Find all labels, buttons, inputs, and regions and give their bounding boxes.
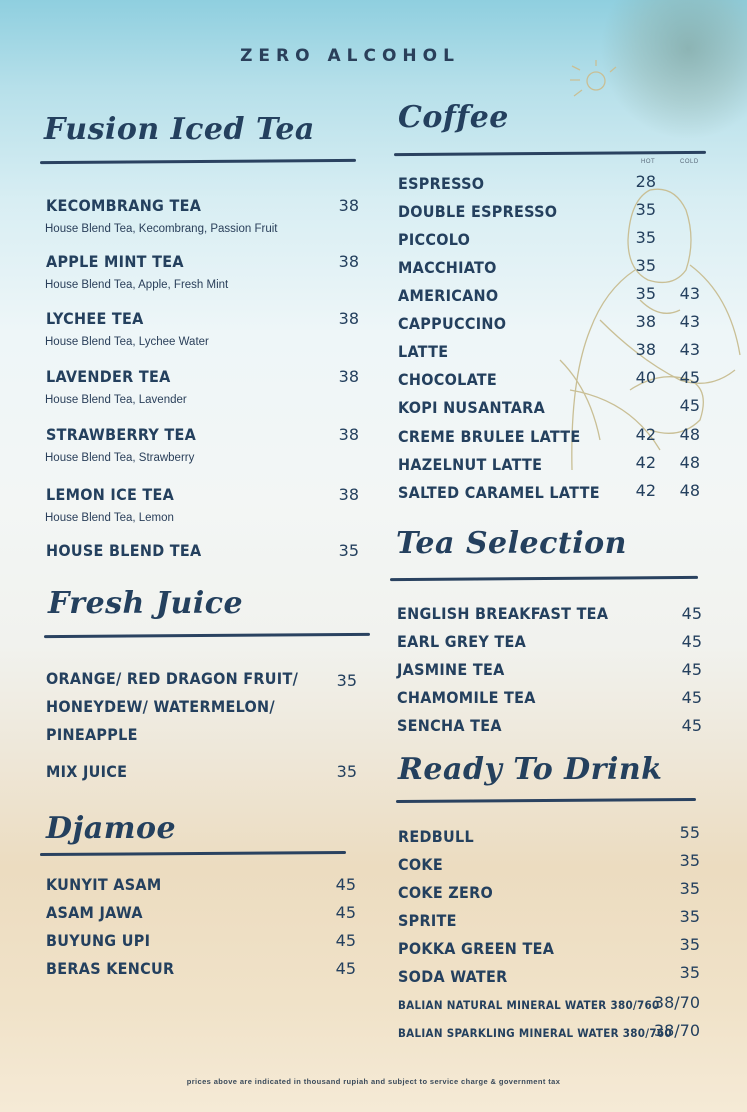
rtd-item-name: REDBULL	[398, 827, 474, 846]
djamoe-item-price: 45	[335, 959, 356, 978]
tea-item-price: 45	[681, 716, 702, 735]
fusion-item-price: 38	[338, 425, 359, 444]
coffee-hot-price: 42	[635, 481, 656, 500]
juice-item-line: MIX JUICE	[46, 762, 128, 781]
fusion-item-price: 38	[338, 252, 359, 271]
juice-item-line: PINEAPPLE	[46, 725, 138, 744]
coffee-item-name: LATTE	[398, 342, 449, 361]
coffee-item-name: DOUBLE ESPRESSO	[398, 202, 558, 221]
coffee-cold-price: 45	[679, 396, 700, 415]
coffee-title: Coffee	[398, 100, 509, 135]
coffee-item-name: AMERICANO	[398, 286, 499, 305]
coffee-item-name: CHOCOLATE	[398, 370, 498, 389]
tea-item-price: 45	[681, 688, 702, 707]
fusion-item-desc: House Blend Tea, Apple, Fresh Mint	[45, 279, 229, 291]
tea-item-name: EARL GREY TEA	[397, 632, 527, 651]
coffee-item-name: CREME BRULEE LATTE	[398, 427, 581, 446]
djamoe-rule	[40, 851, 346, 856]
coffee-item-name: KOPI NUSANTARA	[398, 398, 546, 417]
coffee-hot-price: 35	[635, 256, 656, 275]
fresh-juice-title: Fresh Juice	[48, 586, 244, 621]
rtd-item-price: 35	[679, 963, 700, 982]
tea-selection-title: Tea Selection	[396, 526, 627, 561]
fusion-item-name: APPLE MINT TEA	[46, 252, 184, 271]
ready-to-drink-rule	[396, 798, 696, 803]
fusion-item-name: HOUSE BLEND TEA	[46, 541, 202, 560]
fusion-item-desc: House Blend Tea, Lychee Water	[45, 336, 209, 348]
fusion-item-name: STRAWBERRY TEA	[46, 425, 197, 444]
fusion-item-price: 35	[338, 541, 359, 560]
tea-item-price: 45	[681, 660, 702, 679]
rtd-item-price: 35	[679, 907, 700, 926]
coffee-cold-price: 43	[679, 284, 700, 303]
fusion-item-desc: House Blend Tea, Kecombrang, Passion Fruit	[45, 223, 278, 235]
tea-item-price: 45	[681, 604, 702, 623]
coffee-cold-price: 48	[679, 481, 700, 500]
coffee-hot-price: 42	[635, 425, 656, 444]
juice-item-price: 35	[336, 762, 357, 781]
coffee-hot-price: 35	[635, 200, 656, 219]
rtd-item-price: 35	[679, 851, 700, 870]
coffee-item-name: MACCHIATO	[398, 258, 497, 277]
tea-item-name: CHAMOMILE TEA	[397, 688, 536, 707]
fusion-item-name: LEMON ICE TEA	[46, 485, 175, 504]
coffee-item-name: HAZELNUT LATTE	[398, 455, 543, 474]
rtd-item-price: 38/70	[653, 1021, 700, 1040]
cold-column-label: COLD	[680, 159, 699, 165]
footer-note: prices above are indicated in thousand rupiah and subject to service charge & government tax	[186, 1077, 561, 1086]
djamoe-item-name: BUYUNG UPI	[46, 931, 151, 950]
menu-header: ZERO ALCOHOL	[240, 46, 460, 66]
tea-item-name: ENGLISH BREAKFAST TEA	[397, 604, 609, 623]
tea-item-name: SENCHA TEA	[397, 716, 502, 735]
djamoe-item-name: BERAS KENCUR	[46, 959, 175, 978]
tea-selection-rule	[390, 576, 698, 581]
fusion-tea-title: Fusion Iced Tea	[44, 112, 315, 147]
rtd-item-name: COKE ZERO	[398, 883, 494, 902]
coffee-cold-price: 43	[679, 340, 700, 359]
rtd-item-price: 35	[679, 935, 700, 954]
coffee-hot-price: 40	[635, 368, 656, 387]
rtd-item-name: SPRITE	[398, 911, 457, 930]
fresh-juice-rule	[44, 633, 370, 638]
fusion-item-desc: House Blend Tea, Lemon	[45, 512, 174, 524]
fusion-item-name: KECOMBRANG TEA	[46, 196, 202, 215]
coffee-hot-price: 35	[635, 284, 656, 303]
juice-item-line: HONEYDEW/ WATERMELON/	[46, 697, 275, 716]
tea-item-name: JASMINE TEA	[397, 660, 505, 679]
coffee-item-name: SALTED CARAMEL LATTE	[398, 483, 600, 502]
djamoe-item-price: 45	[335, 903, 356, 922]
rtd-item-name: SODA WATER	[398, 967, 508, 986]
coffee-cold-price: 43	[679, 312, 700, 331]
djamoe-item-name: ASAM JAWA	[46, 903, 143, 922]
coffee-hot-price: 28	[635, 172, 656, 191]
rtd-item-name: POKKA GREEN TEA	[398, 939, 555, 958]
rtd-item-name: BALIAN NATURAL MINERAL WATER 380/760	[398, 998, 660, 1012]
djamoe-title: Djamoe	[46, 811, 177, 846]
fusion-item-price: 38	[338, 309, 359, 328]
coffee-hot-price: 35	[635, 228, 656, 247]
rtd-item-price: 38/70	[653, 993, 700, 1012]
hot-column-label: HOT	[641, 159, 656, 165]
fusion-tea-rule	[40, 159, 356, 164]
ready-to-drink-title: Ready To Drink	[398, 752, 663, 787]
coffee-cold-price: 45	[679, 368, 700, 387]
fusion-item-desc: House Blend Tea, Strawberry	[45, 452, 195, 464]
fusion-item-name: LYCHEE TEA	[46, 309, 144, 328]
coffee-hot-price: 38	[635, 340, 656, 359]
rtd-item-name: COKE	[398, 855, 443, 874]
djamoe-item-name: KUNYIT ASAM	[46, 875, 162, 894]
coffee-item-name: ESPRESSO	[398, 174, 485, 193]
fusion-item-price: 38	[338, 485, 359, 504]
coffee-item-name: CAPPUCCINO	[398, 314, 507, 333]
rtd-item-price: 35	[679, 879, 700, 898]
juice-item-line: ORANGE/ RED DRAGON FRUIT/	[46, 669, 299, 688]
coffee-cold-price: 48	[679, 425, 700, 444]
fusion-item-desc: House Blend Tea, Lavender	[45, 394, 187, 406]
rtd-item-price: 55	[679, 823, 700, 842]
djamoe-item-price: 45	[335, 875, 356, 894]
djamoe-item-price: 45	[335, 931, 356, 950]
coffee-item-name: PICCOLO	[398, 230, 471, 249]
coffee-hot-price: 42	[635, 453, 656, 472]
fusion-item-price: 38	[338, 367, 359, 386]
tea-item-price: 45	[681, 632, 702, 651]
fusion-item-price: 38	[338, 196, 359, 215]
juice-item-price: 35	[336, 671, 357, 690]
fusion-item-name: LAVENDER TEA	[46, 367, 171, 386]
coffee-cold-price: 48	[679, 453, 700, 472]
coffee-hot-price: 38	[635, 312, 656, 331]
rtd-item-name: BALIAN SPARKLING MINERAL WATER 380/760	[398, 1026, 672, 1040]
